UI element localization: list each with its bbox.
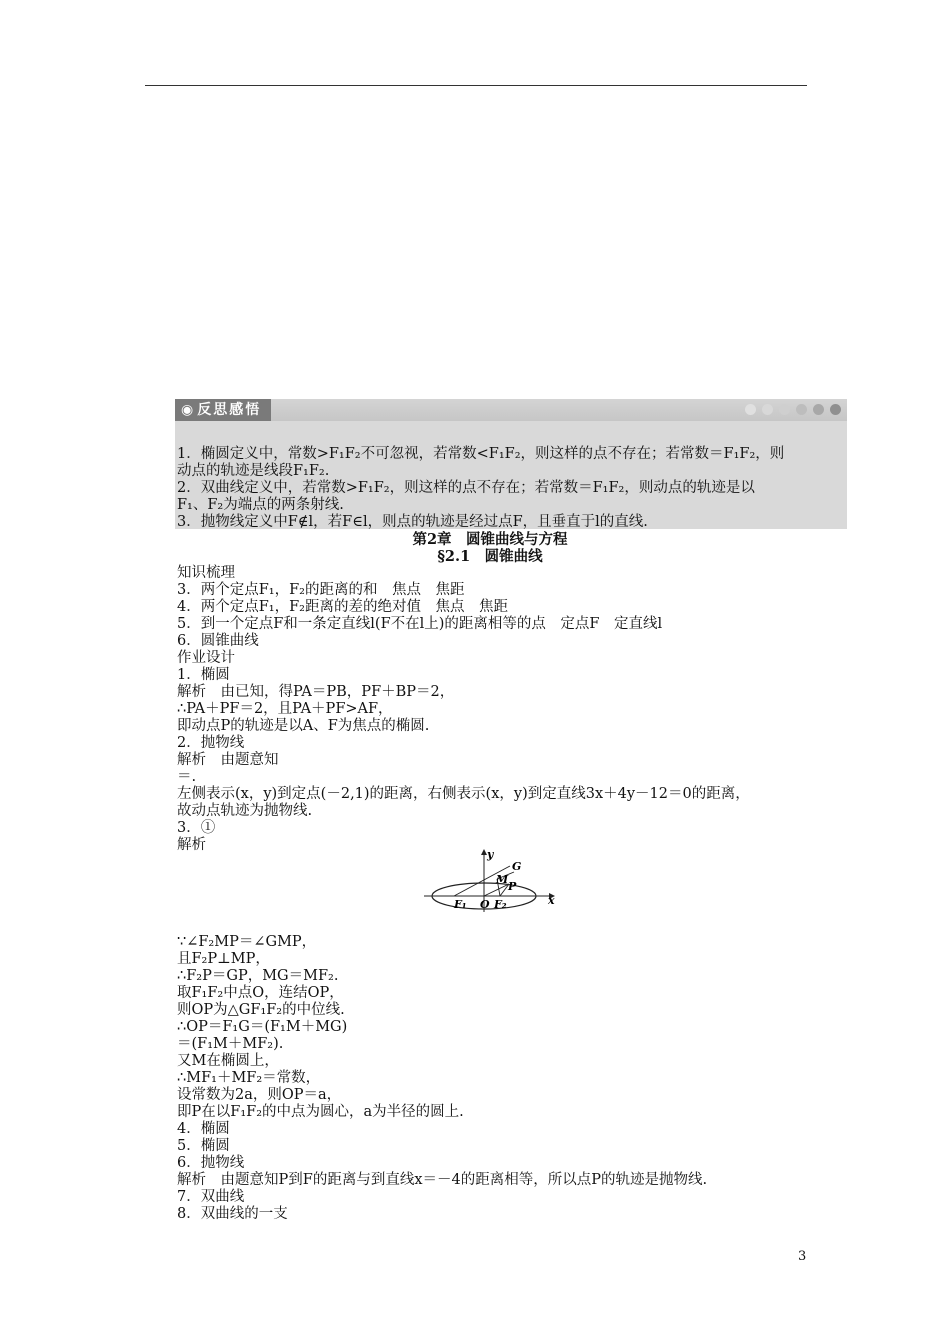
body-line: 故动点轨迹为抛物线.	[177, 803, 313, 819]
dot-icon	[762, 404, 773, 415]
body-line: ∵∠F₂MP＝∠GMP，	[177, 934, 317, 950]
body-line: 2．抛物线	[177, 735, 245, 751]
body-line: 解析 由题意知P到F的距离与到直线x＝－4的距离相等，所以点P的轨迹是抛物线.	[177, 1172, 708, 1188]
label-f1: F₁	[454, 898, 467, 911]
reflection-tag	[175, 399, 271, 421]
section-title: §2.1 圆锥曲线	[437, 548, 543, 565]
label-m: M	[496, 873, 509, 886]
decorative-dots	[745, 404, 841, 415]
body-line: 4．两个定点F₁，F₂距离的差的绝对值 焦点 焦距	[177, 599, 508, 615]
body-line: 4．椭圆	[177, 1121, 230, 1137]
dot-icon	[796, 404, 807, 415]
body-line: 解析 由题意知	[177, 752, 279, 768]
label-g: G	[512, 860, 522, 873]
body-line: 则OP为△GF₁F₂的中位线.	[177, 1002, 345, 1018]
body-line: 解析 由已知，得PA＝PB，PF＋BP＝2，	[177, 684, 455, 700]
chapter-title: 第2章 圆锥曲线与方程	[412, 531, 568, 548]
body-line: 左侧表示(x，y)到定点(－2,1)的距离，右侧表示(x，y)到定直线3x＋4y－12＝0的距离，	[177, 786, 750, 802]
reflection-line: 动点的轨迹是线段F₁F₂.	[177, 463, 330, 479]
target-bullet-icon: ◉	[181, 402, 194, 418]
body-line: 1．椭圆	[177, 667, 230, 683]
body-line: 设常数为2a，则OP＝a，	[177, 1087, 342, 1103]
header-rule	[145, 85, 807, 86]
body-line: ∴PA＋PF＝2，且PA＋PF>AF，	[177, 701, 393, 717]
label-f2: F₂	[494, 898, 507, 911]
body-line: 且F₂P⊥MP，	[177, 951, 270, 967]
body-line: 7．双曲线	[177, 1189, 245, 1205]
body-line: 即动点P的轨迹是以A、F为焦点的椭圆.	[177, 718, 430, 734]
reflection-line: 2．双曲线定义中，若常数>F₁F₂，则这样的点不存在；若常数＝F₁F₂，则动点的轨迹是以	[177, 480, 755, 496]
body-line: 6．圆锥曲线	[177, 633, 259, 649]
body-line: ＝.	[177, 769, 197, 785]
body-line: ＝(F₁M＋MF₂).	[177, 1036, 284, 1052]
body-line: 6．抛物线	[177, 1155, 245, 1171]
body-line: 取F₁F₂中点O，连结OP，	[177, 985, 344, 1001]
body-line: 5．到一个定点F和一条定直线l(F不在l上)的距离相等的点 定点F 定直线l	[177, 616, 663, 632]
body-line: 5．椭圆	[177, 1138, 230, 1154]
body-line: ∴OP＝F₁G＝(F₁M＋MG)	[177, 1019, 348, 1035]
body-line: ∴MF₁＋MF₂＝常数，	[177, 1070, 321, 1086]
dot-icon	[745, 404, 756, 415]
label-p: P	[508, 880, 517, 893]
reflection-line: F₁、F₂为端点的两条射线.	[177, 497, 344, 513]
body-line: 8．双曲线的一支	[177, 1206, 288, 1222]
reflection-title: 反思感悟	[197, 402, 262, 418]
page-number: 3	[798, 1249, 807, 1264]
label-o: O	[480, 898, 490, 911]
body-line: 即P在以F₁F₂的中点为圆心，a为半径的圆上.	[177, 1104, 464, 1120]
reflection-header	[175, 399, 847, 421]
dot-icon	[779, 404, 790, 415]
dot-icon	[830, 404, 841, 415]
body-line: 又M在椭圆上，	[177, 1053, 279, 1069]
body-line: 3．两个定点F₁，F₂的距离的和 焦点 焦距	[177, 582, 465, 598]
dot-icon	[813, 404, 824, 415]
body-line: 解析	[177, 837, 206, 853]
label-x: x	[548, 894, 555, 907]
reflection-line: 3．抛物线定义中F∉l，若F∈l，则点的轨迹是经过点F，且垂直于l的直线.	[177, 514, 648, 530]
body-line: 知识梳理	[177, 565, 235, 581]
body-line: 3．①	[177, 820, 216, 836]
body-line: 作业设计	[177, 650, 235, 666]
label-y: y	[487, 848, 494, 861]
ellipse-diagram	[424, 848, 558, 914]
reflection-line: 1．椭圆定义中，常数>F₁F₂不可忽视，若常数<F₁F₂，则这样的点不存在；若常数＝F₁F₂，则	[177, 446, 785, 462]
body-line: ∴F₂P＝GP，MG＝MF₂.	[177, 968, 339, 984]
